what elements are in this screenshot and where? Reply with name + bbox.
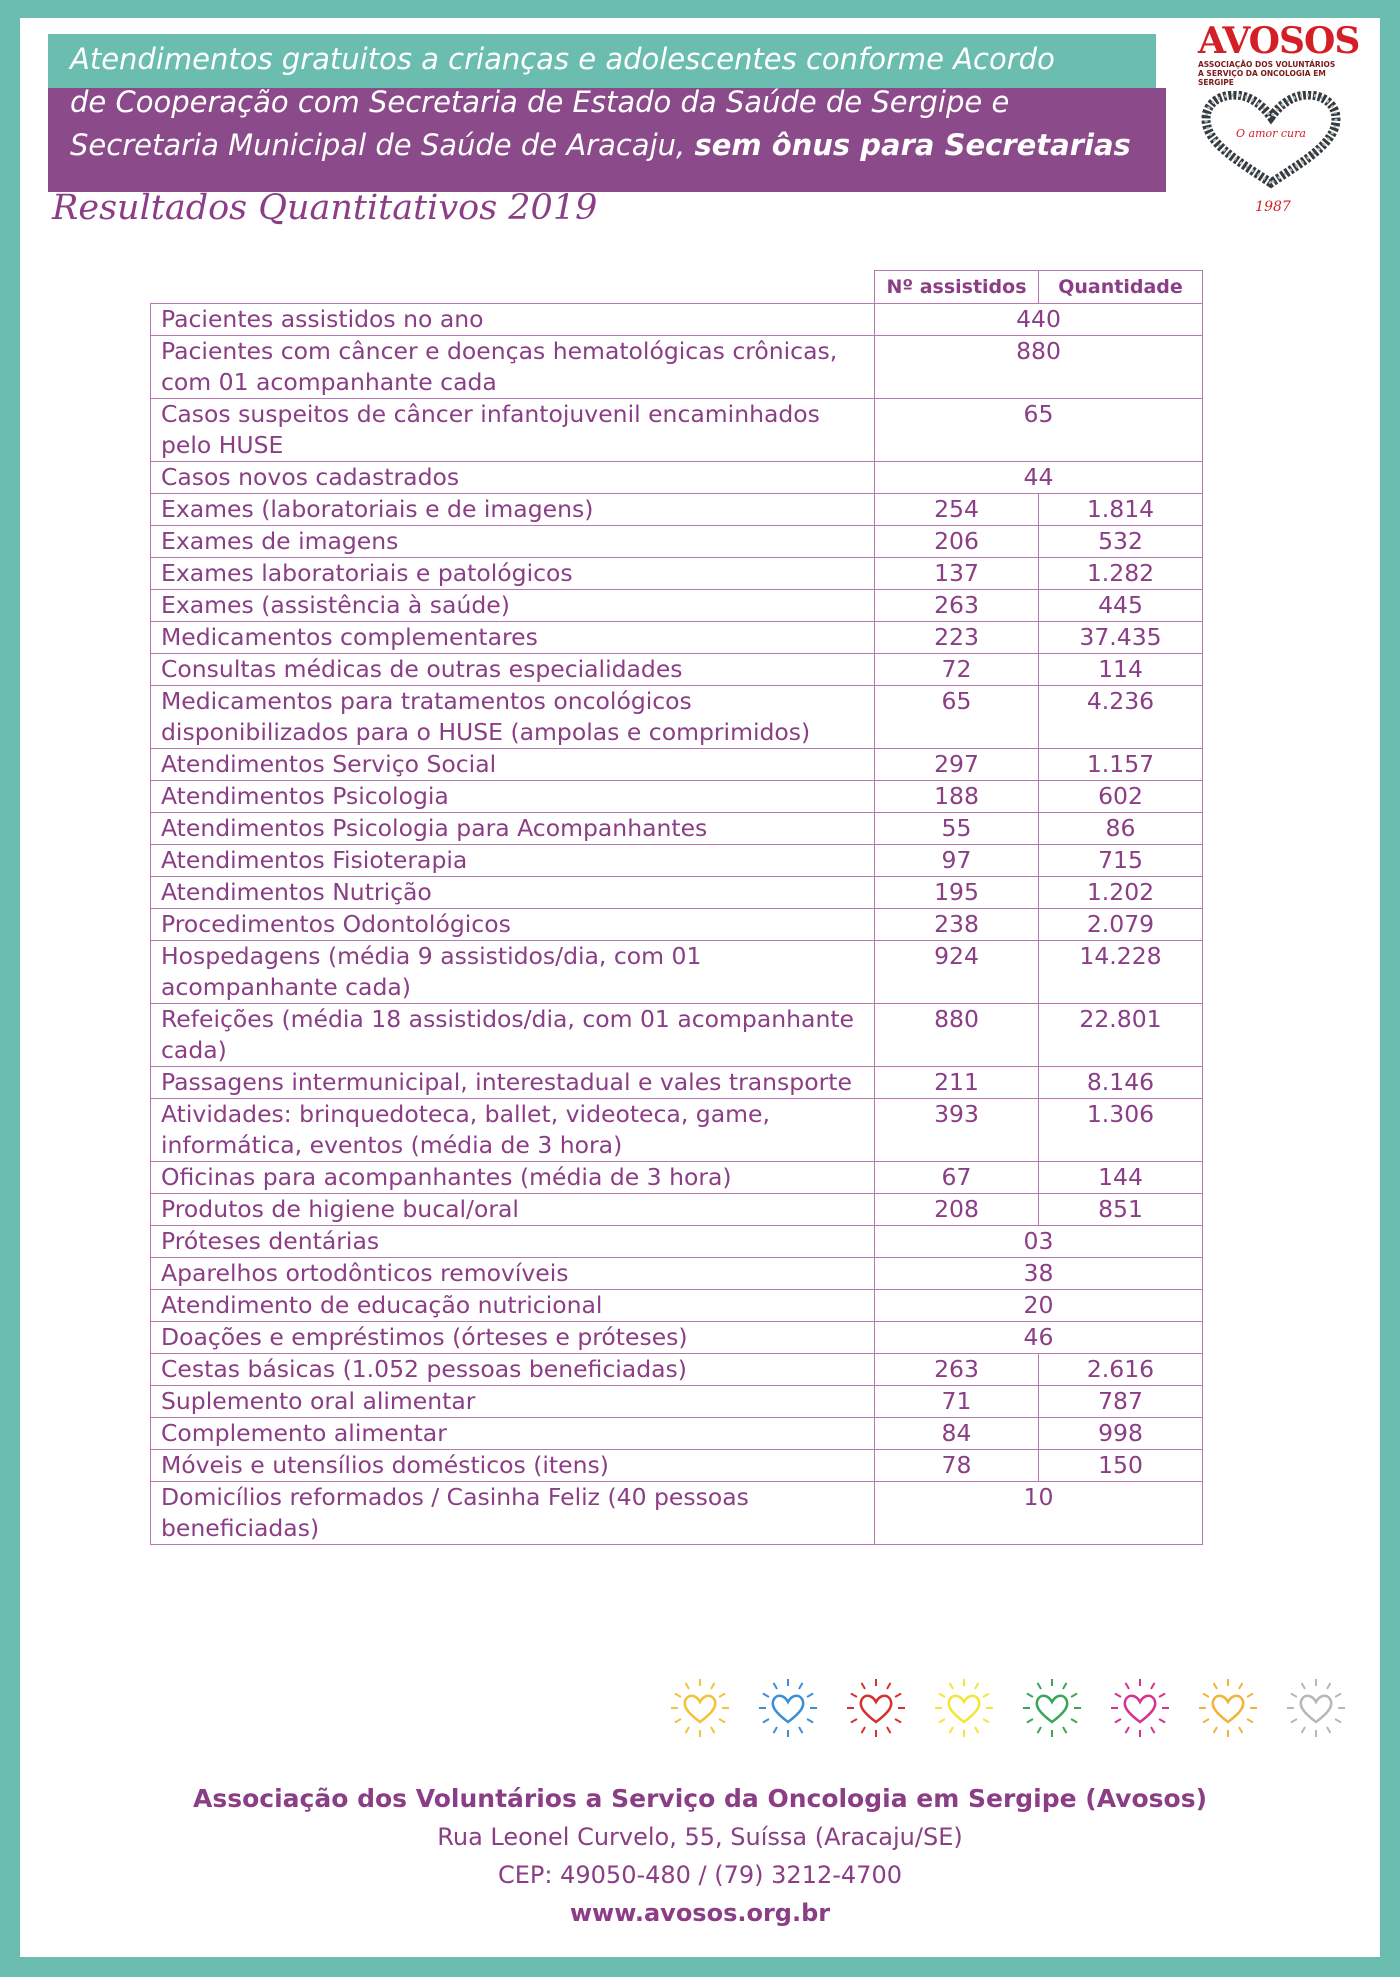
table-row [151,749,1203,781]
row-assisted-value: 211 [875,1067,1039,1099]
table-row [151,1290,1203,1322]
row-assisted-value: 208 [875,1194,1039,1226]
footer [20,1780,1380,1932]
row-quantity-value: 851 [1039,1194,1203,1226]
row-quantity-value: 2.079 [1039,909,1203,941]
table-row [151,1226,1203,1258]
row-merged-value: 65 [875,399,1203,462]
row-label: Atendimentos Fisioterapia [151,845,875,877]
sun-heart-icon [847,1679,905,1737]
row-merged-value: 880 [875,336,1203,399]
table-row [151,558,1203,590]
logo-heart-crowd-icon [1198,91,1344,191]
row-quantity-value: 532 [1039,526,1203,558]
table-row [151,813,1203,845]
logo-sub-1: ASSOCIAÇÃO DOS VOLUNTÁRIOS [1198,60,1336,69]
row-assisted-value: 393 [875,1099,1039,1162]
row-merged-value: 46 [875,1322,1203,1354]
row-label: Exames (assistência à saúde) [151,590,875,622]
sun-hearts-decoration [660,1672,1360,1742]
results-body [151,304,1203,1545]
table-row [151,1386,1203,1418]
table-row [151,1322,1203,1354]
row-merged-value: 44 [875,462,1203,494]
row-assisted-value: 67 [875,1162,1039,1194]
logo-motto: O amor cura [1236,127,1306,140]
header-line-3b: sem ônus para Secretarias [694,128,1131,162]
header-blank-cell [151,271,875,304]
table-header-row [151,271,1203,304]
row-label: Produtos de higiene bucal/oral [151,1194,875,1226]
table-row [151,462,1203,494]
row-merged-value: 10 [875,1482,1203,1545]
table-row [151,909,1203,941]
table-row [151,1194,1203,1226]
row-label: Complemento alimentar [151,1418,875,1450]
row-assisted-value: 55 [875,813,1039,845]
row-label: Casos novos cadastrados [151,462,875,494]
row-assisted-value: 263 [875,590,1039,622]
col-header-quantity: Quantidade [1039,271,1203,304]
header-line-3a: Secretaria Municipal de Saúde de Aracaju, [70,128,686,162]
row-assisted-value: 188 [875,781,1039,813]
row-assisted-value: 84 [875,1418,1039,1450]
row-label: Aparelhos ortodônticos removíveis [151,1258,875,1290]
row-quantity-value: 1.157 [1039,749,1203,781]
sun-heart-icon [1111,1679,1169,1737]
row-label: Cestas básicas (1.052 pessoas beneficiadas) [151,1354,875,1386]
row-label: Refeições (média 18 assistidos/dia, com 01 acompanhante cada) [151,1004,875,1067]
row-merged-value: 03 [875,1226,1203,1258]
row-assisted-value: 65 [875,686,1039,749]
row-assisted-value: 97 [875,845,1039,877]
logo-name: AVOSOS [1198,20,1360,62]
row-label: Atendimento de educação nutricional [151,1290,875,1322]
row-label: Exames laboratoriais e patológicos [151,558,875,590]
row-label: Atendimentos Psicologia para Acompanhantes [151,813,875,845]
table-row [151,399,1203,462]
footer-site[interactable]: www.avosos.org.br [569,1899,831,1927]
row-assisted-value: 263 [875,1354,1039,1386]
row-label: Consultas médicas de outras especialidades [151,654,875,686]
row-label: Doações e empréstimos (órteses e próteses) [151,1322,875,1354]
row-quantity-value: 114 [1039,654,1203,686]
row-label: Medicamentos complementares [151,622,875,654]
row-quantity-value: 14.228 [1039,941,1203,1004]
header-line-1: Atendimentos gratuitos a crianças e adolescentes conforme Acordo [70,42,1055,76]
row-label: Passagens intermunicipal, interestadual e vales transporte [151,1067,875,1099]
row-quantity-value: 86 [1039,813,1203,845]
row-quantity-value: 144 [1039,1162,1203,1194]
row-assisted-value: 137 [875,558,1039,590]
table-row [151,1258,1203,1290]
row-label: Hospedagens (média 9 assistidos/dia, com 01 acompanhante cada) [151,941,875,1004]
row-assisted-value: 238 [875,909,1039,941]
results-table [150,270,1203,1545]
footer-contact: CEP: 49050-480 / (79) 3212-4700 [498,1861,902,1889]
row-quantity-value: 4.236 [1039,686,1203,749]
row-label: Exames de imagens [151,526,875,558]
row-label: Procedimentos Odontológicos [151,909,875,941]
row-label: Oficinas para acompanhantes (média de 3 hora) [151,1162,875,1194]
sun-heart-icon [1287,1679,1345,1737]
row-quantity-value: 1.306 [1039,1099,1203,1162]
row-label: Atendimentos Psicologia [151,781,875,813]
table-row [151,622,1203,654]
sun-heart-icon [1023,1679,1081,1737]
row-label: Suplemento oral alimentar [151,1386,875,1418]
table-row [151,336,1203,399]
row-quantity-value: 150 [1039,1450,1203,1482]
row-assisted-value: 71 [875,1386,1039,1418]
row-label: Atividades: brinquedoteca, ballet, videoteca, game, informática, eventos (média de 3 hora) [151,1099,875,1162]
table-row [151,941,1203,1004]
row-quantity-value: 998 [1039,1418,1203,1450]
row-label: Exames (laboratoriais e de imagens) [151,494,875,526]
row-merged-value: 20 [875,1290,1203,1322]
header-line-3 [70,124,1170,167]
table-row [151,845,1203,877]
row-quantity-value: 37.435 [1039,622,1203,654]
sun-heart-icon [1199,1679,1257,1737]
sun-heart-icon [671,1679,729,1737]
avosos-logo [1198,20,1360,215]
row-assisted-value: 72 [875,654,1039,686]
row-quantity-value: 2.616 [1039,1354,1203,1386]
table-row [151,781,1203,813]
page-title: Resultados Quantitativos 2019 [52,188,598,228]
row-label: Atendimentos Nutrição [151,877,875,909]
row-assisted-value: 297 [875,749,1039,781]
row-assisted-value: 206 [875,526,1039,558]
row-label: Medicamentos para tratamentos oncológicos disponibilizados para o HUSE (ampolas e comprimidos) [151,686,875,749]
row-quantity-value: 1.282 [1039,558,1203,590]
table-row [151,1482,1203,1545]
table-row [151,654,1203,686]
header-banner-text [70,38,1170,167]
table-row [151,1067,1203,1099]
row-assisted-value: 195 [875,877,1039,909]
table-row [151,590,1203,622]
row-label: Próteses dentárias [151,1226,875,1258]
table-row [151,1099,1203,1162]
table-row [151,1450,1203,1482]
row-merged-value: 38 [875,1258,1203,1290]
row-assisted-value: 880 [875,1004,1039,1067]
row-assisted-value: 924 [875,941,1039,1004]
row-quantity-value: 787 [1039,1386,1203,1418]
table-row [151,1354,1203,1386]
footer-address: Rua Leonel Curvelo, 55, Suíssa (Aracaju/SE) [437,1823,963,1851]
table-row [151,877,1203,909]
row-quantity-value: 1.202 [1039,877,1203,909]
footer-org: Associação dos Voluntários a Serviço da Oncologia em Sergipe (Avosos) [192,1784,1208,1813]
row-label: Móveis e utensílios domésticos (itens) [151,1450,875,1482]
row-quantity-value: 22.801 [1039,1004,1203,1067]
row-quantity-value: 1.814 [1039,494,1203,526]
row-label: Atendimentos Serviço Social [151,749,875,781]
header-line-2: de Cooperação com Secretaria de Estado da Saúde de Sergipe e [70,85,1010,119]
table-row [151,1004,1203,1067]
table-row [151,526,1203,558]
row-quantity-value: 445 [1039,590,1203,622]
row-merged-value: 440 [875,304,1203,336]
row-assisted-value: 254 [875,494,1039,526]
table-row [151,494,1203,526]
row-assisted-value: 223 [875,622,1039,654]
logo-year: 1987 [1255,199,1291,215]
row-label: Casos suspeitos de câncer infantojuvenil encaminhados pelo HUSE [151,399,875,462]
table-row [151,1418,1203,1450]
col-header-assisted: Nº assistidos [875,271,1039,304]
table-row [151,304,1203,336]
row-quantity-value: 602 [1039,781,1203,813]
row-quantity-value: 8.146 [1039,1067,1203,1099]
row-label: Domicílios reformados / Casinha Feliz (40 pessoas beneficiadas) [151,1482,875,1545]
row-quantity-value: 715 [1039,845,1203,877]
row-label: Pacientes com câncer e doenças hematológicas crônicas, com 01 acompanhante cada [151,336,875,399]
logo-sub-2: A SERVIÇO DA ONCOLOGIA EM SERGIPE [1198,69,1326,87]
row-label: Pacientes assistidos no ano [151,304,875,336]
sun-heart-icon [759,1679,817,1737]
table-row [151,1162,1203,1194]
row-assisted-value: 78 [875,1450,1039,1482]
table-row [151,686,1203,749]
sun-heart-icon [935,1679,993,1737]
